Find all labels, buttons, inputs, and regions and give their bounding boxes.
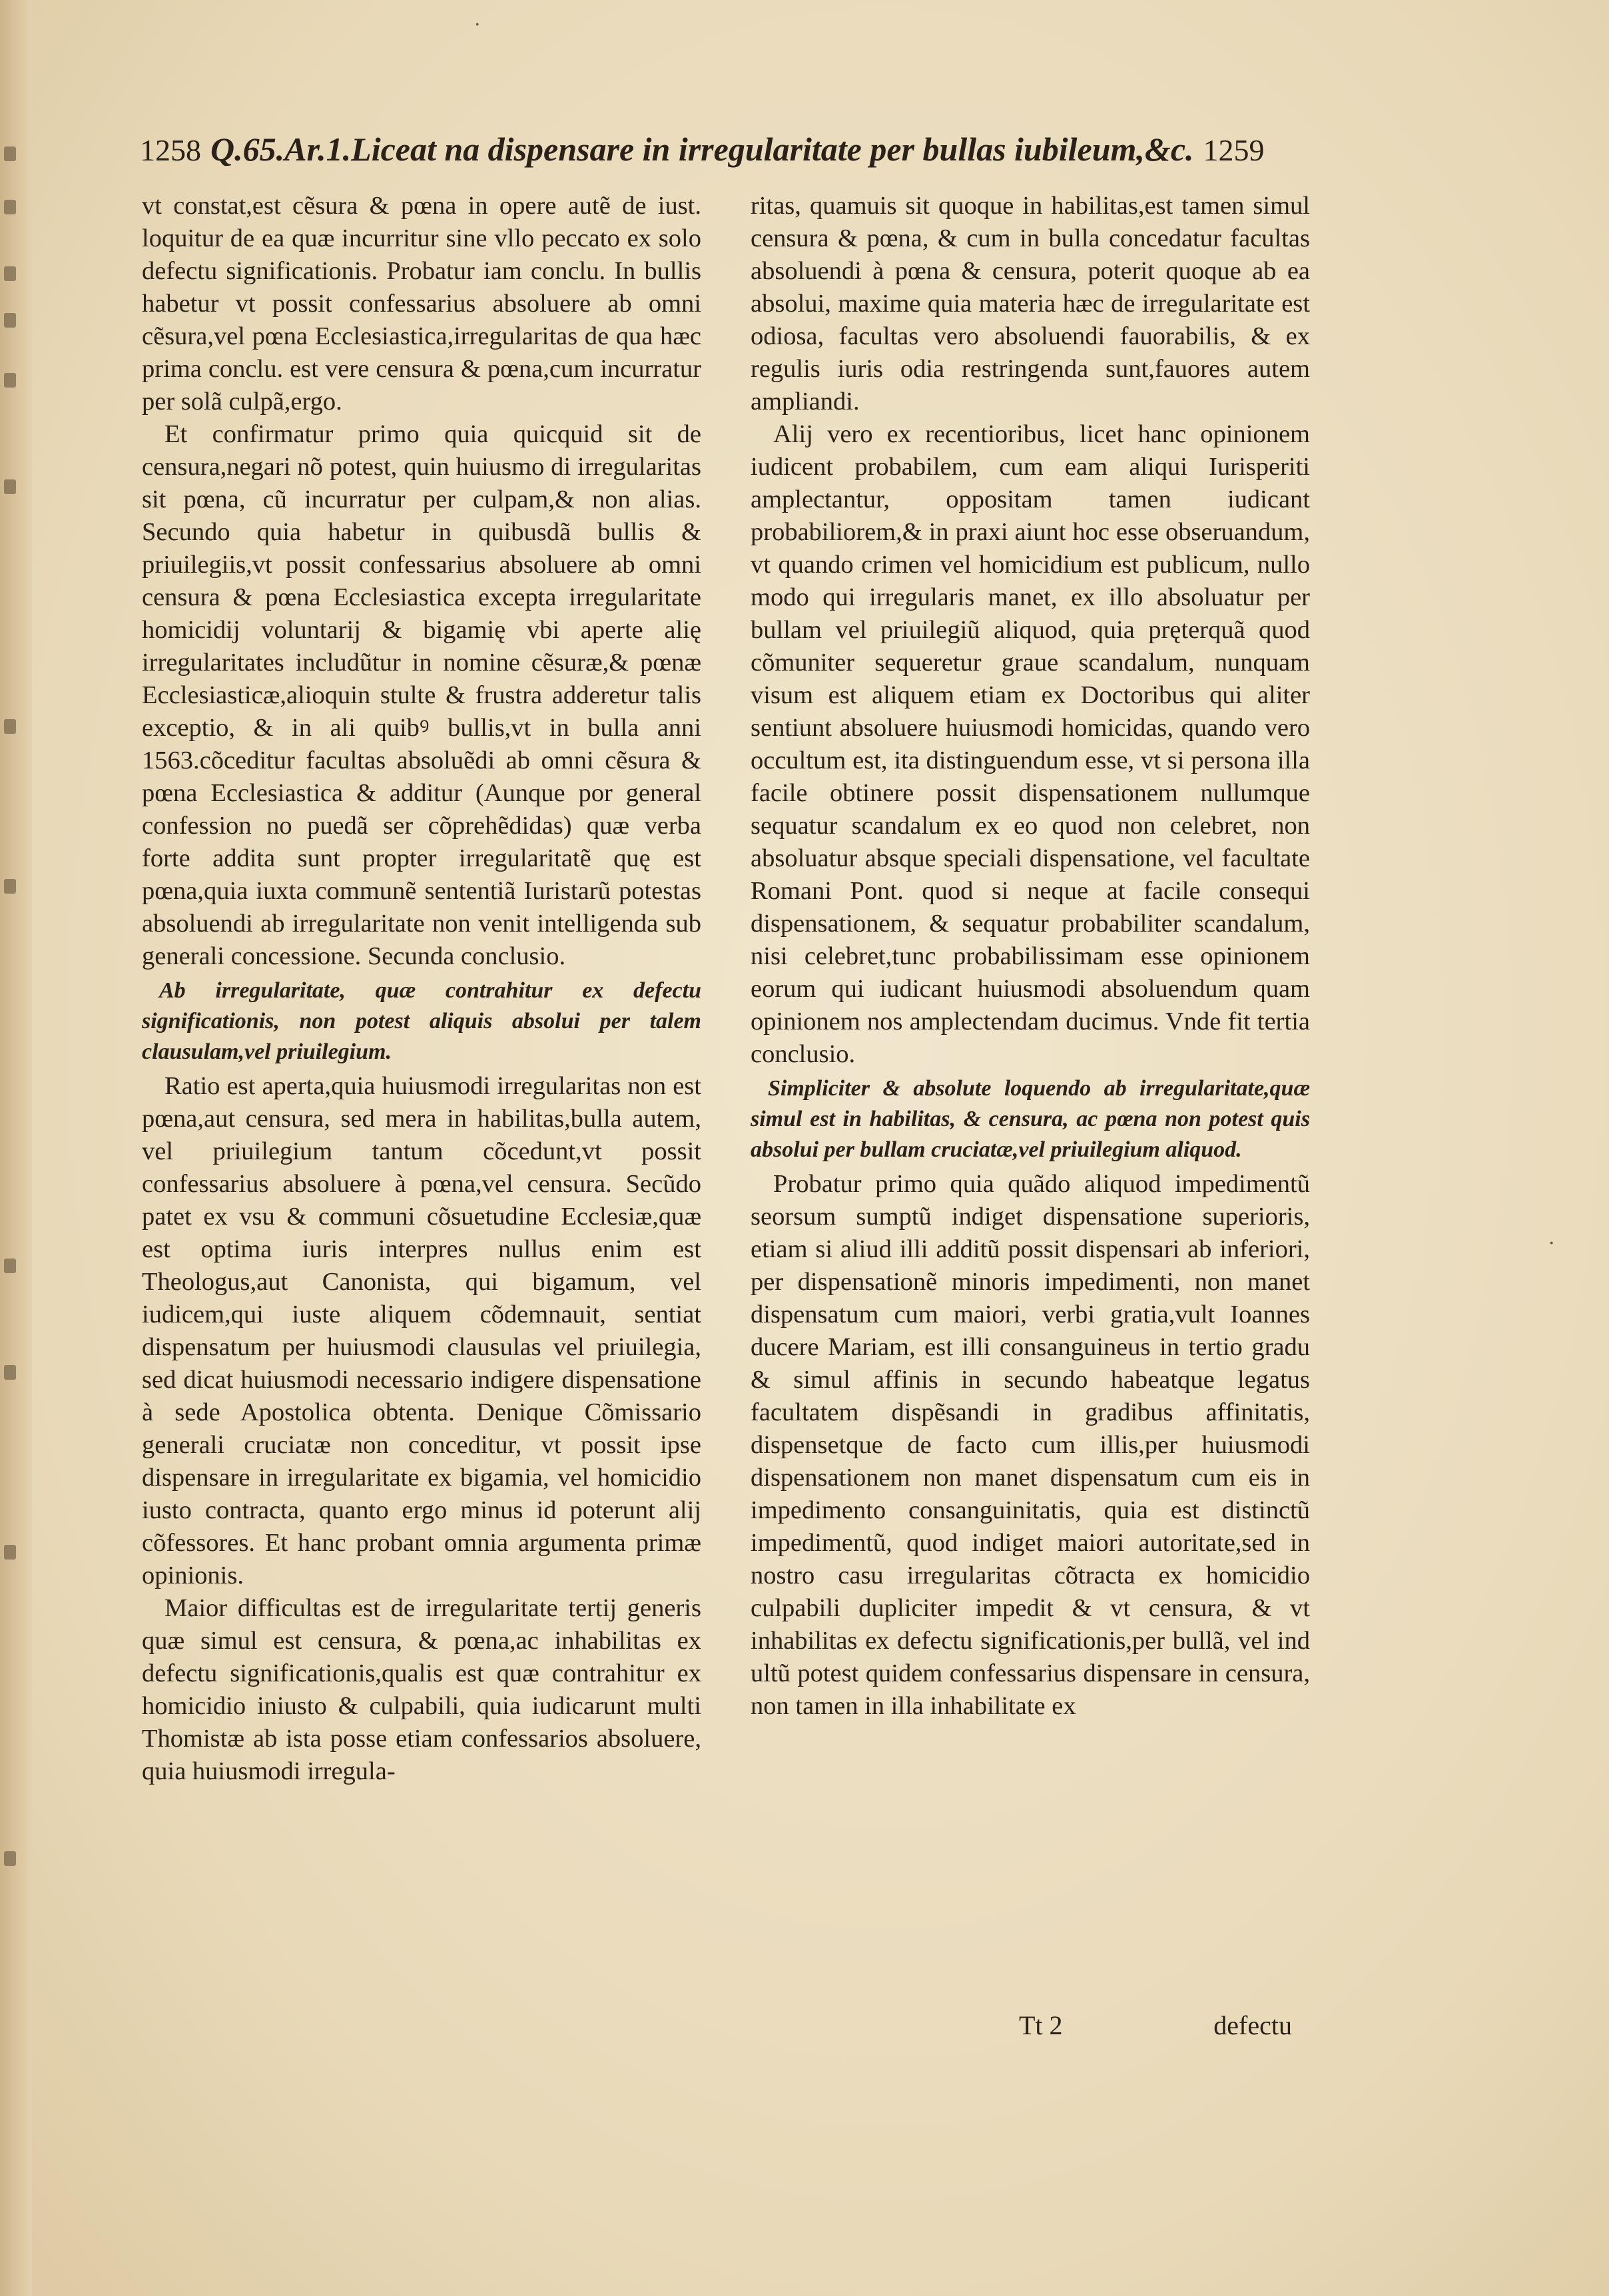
left-column <box>142 190 701 1788</box>
gutter-bleed-mark <box>4 719 16 734</box>
gutter-bleed-mark <box>4 266 16 281</box>
running-header <box>140 130 1312 183</box>
binding-gutter <box>0 0 32 2296</box>
gutter-bleed-mark <box>4 200 16 214</box>
paragraph: Alij vero ex recentioribus, licet hanc opinionem iudicent probabilem, cum eam aliqui Iurisperiti amplectantur, oppositam tamen iudicant probabiliorem,& in praxi aiunt hoc esse obseruandum, vt quando crimen vel homicidium est publicum, nullo modo qui irregularis manet, ex illo absoluatur per bullam vel priuilegiũ aliquod, quia pręterquã quod cõmuniter sequeretur graue scandalum, nunquam visum est aliquem etiam ex Doctoribus qui aliter sentiunt absoluere huiusmodi homicidas, quando vero occultum est, ita distinguendum esse, vt si persona illa facile obtinere possit dispensationem nullumque sequatur scandalum ex eo quod non celebret, non absoluatur absque speciali dispensatione, vel facultate Romani Pont. quod si neque at facile consequi dispensationem, & sequatur probabiliter scandalum, nisi celebret,tunc probabilissimam esse opinionem eorum qui iudicant huiusmodi absoluendum quam opinionem nos amplectendam ducimus. Vnde fit tertia conclusio. <box>751 420 1310 1068</box>
gutter-bleed-mark <box>4 479 16 494</box>
page-number-left: 1258 <box>140 133 201 167</box>
gutter-bleed-mark <box>4 1259 16 1273</box>
page-number-right: 1259 <box>1203 133 1265 167</box>
gutter-bleed-mark <box>4 879 16 894</box>
print-speck: · <box>474 13 481 37</box>
print-speck: · <box>1548 1232 1555 1255</box>
paragraph: ritas, quamuis sit quoque in habilitas,est tamen simul censura & pœna, & cum in bulla concedatur facultas absoluendi à pœna & censura, poterit quoque ab ea absolui, maxime quia materia hæc de irregularitate est odiosa, facultas vero absoluendi fauorabilis, & ex regulis iuris odia restringenda sunt,fauores autem ampliandi. <box>751 192 1310 416</box>
paragraph: Ratio est aperta,quia huiusmodi irregularitas non est pœna,aut censura, sed mera in habilitas,bulla autem, vel priuilegium tantum cõcedunt,vt possit confessarius absoluere à pœna,vel censura. Secũdo patet ex vsu & communi cõsuetudine Ecclesiæ,quæ est optima iuris interpres nullus enim est Theologus,aut Canonista, qui bigamum, vel iudicem,qui iuste aliquem cõdemnauit, sentiat dispensatum per huiusmodi clausulas vel priuilegia, sed dicat huiusmodi necessario indigere dispensatione à sede Apostolica obtenta. Denique Cõmissario generali cruciatæ non conceditur, vt possit ipse dispensare in irregularitate ex bigamia, vel homicidio iusto contracta, quanto ergo minus id poterunt alij cõfessores. Et hanc probant omnia argumenta primæ opinionis. <box>142 1072 701 1589</box>
gutter-bleed-mark <box>4 146 16 161</box>
signature-mark: Tt 2 <box>1019 2010 1063 2040</box>
right-column <box>751 190 1310 1723</box>
gutter-bleed-mark <box>4 1851 16 1866</box>
running-title: Q.65.Ar.1.Liceat na dispensare in irregularitate per bullas iubileum,&c. <box>210 131 1194 168</box>
gutter-bleed-mark <box>4 1545 16 1560</box>
gutter-bleed-mark <box>4 373 16 388</box>
catchword: defectu <box>1213 2010 1292 2040</box>
paragraph: Probatur primo quia quãdo aliquod impedimentũ seorsum sumptũ indiget dispensatione superioris, etiam si aliud illi additũ possit dispensari ab inferiori, per dispensationẽ minoris impedimenti, non manet dispensatum cum maiori, verbi gratia,vult Ioannes ducere Mariam, est illi consanguineus in tertio gradu & simul affinis in secundo habeatque legatus facultatem dispẽsandi in gradibus affinitatis, dispensetque de facto cum illis,per huiusmodi dispensationem non manet dispensatum cum eis in impedimento consanguinitatis, quia est distinctũ impedimentũ, quod indiget maiori autoritate,sed in nostro casu irregularitas cõtracta ex homicidio culpabili dupliciter impedit & vt censura, & vt inhabilitas ex defectu significationis,per bullã, vel ind ultũ potest quidem confessarius dispensare in censura, non tamen in illa inhabilitate ex <box>751 1170 1310 1720</box>
paragraph: Maior difficultas est de irregularitate tertij generis quæ simul est censura, & pœna,ac inhabilitas ex defectu significationis,qualis est quæ contrahitur ex homicidio iniusto & culpabili, quia iudicarunt multi Thomistæ ab ista posse etiam confessarios absoluere, quia huiusmodi irregula- <box>142 1594 701 1785</box>
conclusion-thesis: Simpliciter & absolute loquendo ab irregularitate,quæ simul est in habilitas, & censura, ac pœna non potest quis absolui per bullam cruciatæ,vel priuilegium aliquod. <box>751 1076 1310 1162</box>
gutter-bleed-mark <box>4 313 16 328</box>
paragraph: vt constat,est cẽsura & pœna in opere autẽ de iust. loquitur de ea quæ incurritur sine vllo peccato ex solo defectu significationis. Probatur iam conclu. In bullis habetur vt possit confessarius absoluere ab omni cẽsura,vel pœna Ecclesiastica,irregularitas de qua hæc prima conclu. est vere censura & pœna,cum incurratur per solã culpã,ergo. <box>142 192 701 416</box>
paragraph: Et confirmatur primo quia quicquid sit de censura,negari nõ potest, quin huiusmo di irregularitas sit pœna, cũ incurratur per culpam,& non alias. Secundo quia habetur in quibusdã bullis & priuilegiis,vt possit confessarius absoluere ab omni censura & pœna Ecclesiastica excepta irregularitate homicidij voluntarij & bigamię vbi aperte alię irregularitates includũtur in nomine cẽsuræ,& pœnæ Ecclesiasticæ,alioquin stulte & frustra adderetur talis exceptio, & in ali quibꝰ bullis,vt in bulla anni 1563.cõceditur facultas absoluẽdi ab omni cẽsura & pœna Ecclesiastica & additur (Aunque por general confession no puedã ser cõprehẽdidas) quæ verba forte addita sunt propter irregularitatẽ quę est pœna,quia iuxta communẽ sententiã Iuristarũ potestas absoluendi ab irregularitate non venit intelligenda sub generali concessione. Secunda conclusio. <box>142 420 701 970</box>
gutter-bleed-mark <box>4 1365 16 1380</box>
conclusion-thesis: Ab irregularitate, quæ contrahitur ex defectu significationis, non potest aliquis absolui per talem clausulam,vel priuilegium. <box>142 978 701 1064</box>
catchword-line <box>1019 2010 1292 2041</box>
